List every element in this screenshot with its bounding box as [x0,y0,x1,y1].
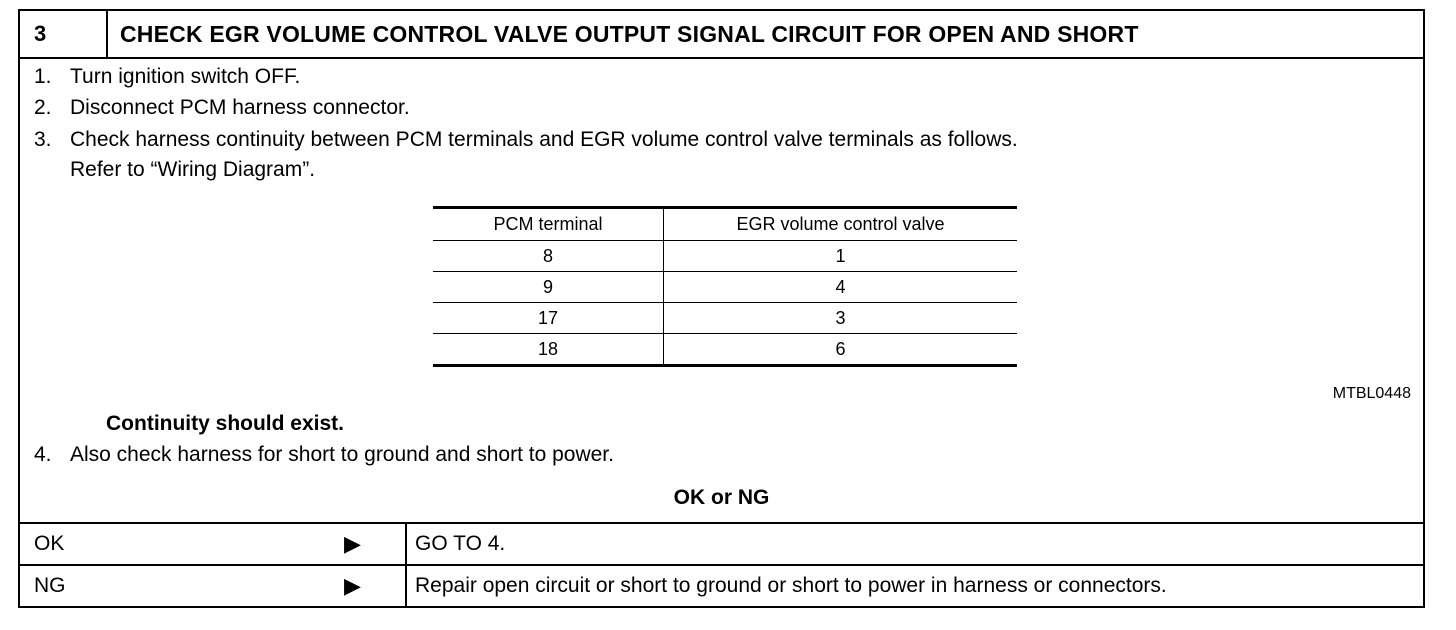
instruction-4 [34,443,614,467]
result-condition-cell [20,566,407,606]
table-cell: 4 [664,272,1018,303]
table-row [433,272,1017,303]
instruction-1 [34,65,300,89]
table-cell: 9 [433,272,664,303]
instruction-text: Disconnect PCM harness connector. [70,96,410,119]
instruction-2 [34,96,410,120]
step-title: CHECK EGR VOLUME CONTROL VALVE OUTPUT SIGNAL CIRCUIT FOR OPEN AND SHORT [120,21,1139,47]
arrow-right-icon: ▶ [344,531,361,556]
ok-ng-label: OK or NG [673,486,770,509]
instruction-number: 1. [34,65,52,88]
table-row [433,334,1017,366]
table-row [433,303,1017,334]
result-action: GO TO 4. [415,532,506,555]
table-row [433,241,1017,272]
instruction-text: Turn ignition switch OFF. [70,65,301,88]
table-cell: 1 [664,241,1018,272]
table-cell: 17 [433,303,664,334]
continuity-note: Continuity should exist. [106,412,345,435]
result-label: NG [34,574,66,597]
result-row-ok [20,522,1423,564]
table-cell: 6 [835,338,846,359]
instruction-number: 2. [34,96,52,119]
result-label: OK [34,532,65,555]
result-action: Repair open circuit or short to ground or short to power in harness or connectors. [415,574,1167,597]
result-condition-cell [20,524,407,564]
step-header [20,11,1423,59]
table-header-row [433,208,1017,241]
table-header-pcm: PCM terminal [433,208,664,241]
instruction-number: 3. [34,128,52,151]
instruction-number: 4. [34,443,52,466]
instruction-3 [34,128,1018,152]
instruction-text: Also check harness for short to ground and short to power. [70,443,614,466]
result-row-ng [20,564,1423,606]
diagnostic-step-box [18,9,1425,608]
figure-reference: MTBL0448 [1332,385,1411,402]
table-cell: 3 [664,303,1018,334]
table-cell: 18 [433,334,664,366]
arrow-right-icon: ▶ [344,573,361,598]
instruction-text: Check harness continuity between PCM terminals and EGR volume control valve terminals as follows. [70,128,1018,151]
terminal-table [433,206,1017,367]
instruction-3-continuation: Refer to “Wiring Diagram”. [70,158,316,181]
table-cell: 8 [433,241,664,272]
step-number: 3 [20,11,108,57]
table-header-egr: EGR volume control valve [664,208,1018,241]
